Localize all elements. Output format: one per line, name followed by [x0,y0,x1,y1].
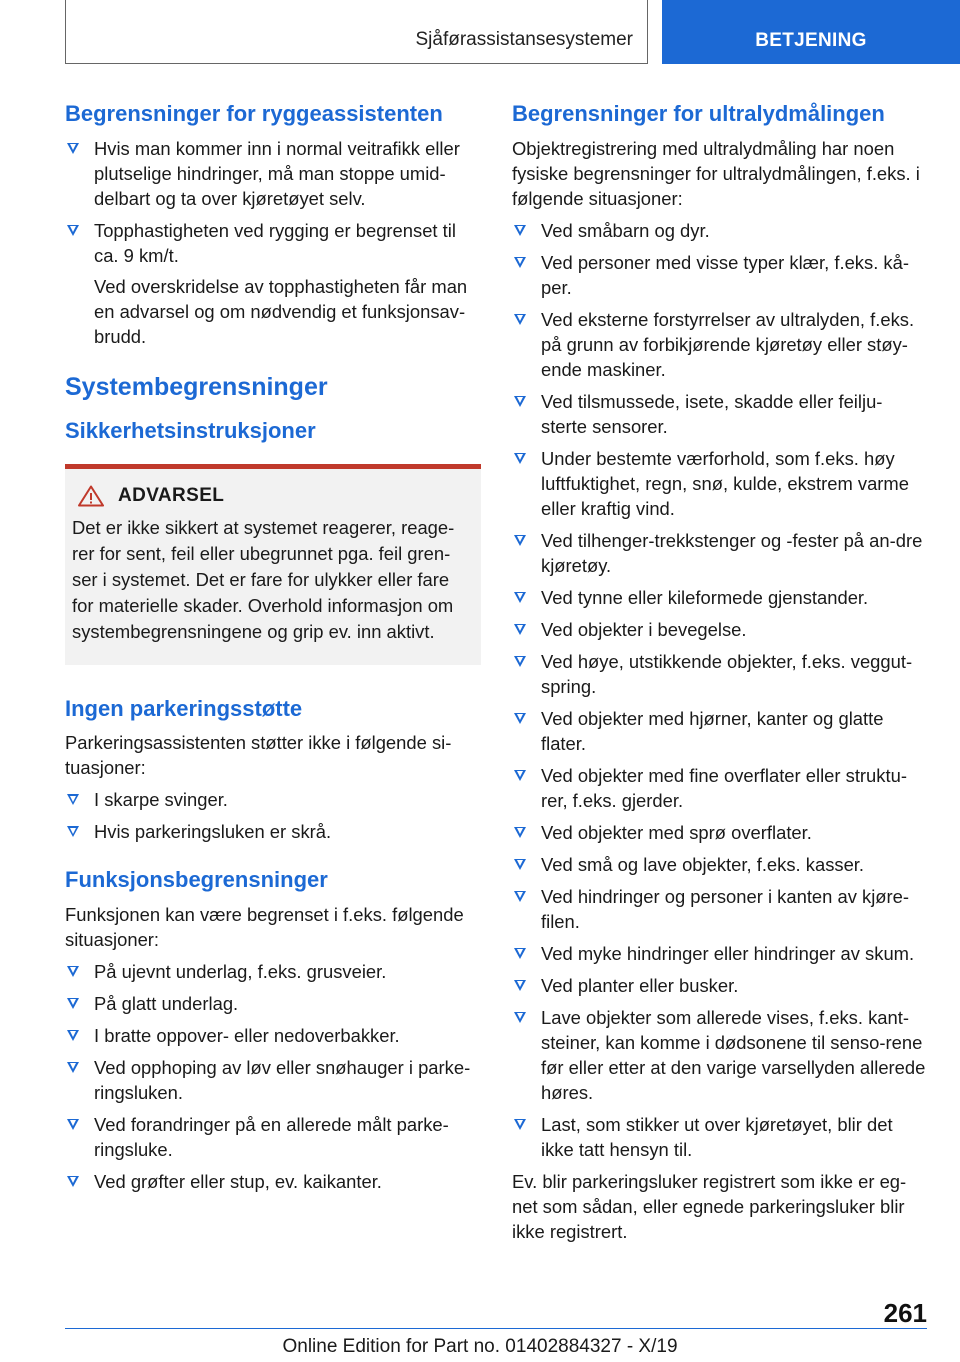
list-item: På glatt underlag. [65,991,481,1016]
heading-sikkerhetsinstruksjoner: Sikkerhetsinstruksjoner [65,418,316,443]
list-item: Ved småbarn og dyr. [512,218,928,243]
list-item: I bratte oppover- eller nedoverbakker. [65,1023,481,1048]
list-item: Ved eksterne forstyrrelser av ultralyden, f.eks. på grunn av forbikjørende kjøretøy eller støy-ende maskiner. [512,307,928,382]
heading-ultralydmaling: Begrensninger for ultralydmålingen [512,101,885,126]
bullet-triangle-icon [514,314,526,325]
list-item: Ved myke hindringer eller hindringer av skum. [512,941,928,966]
list-item: Ved planter eller busker. [512,973,928,998]
left-column [65,100,481,1201]
footer-edition: Online Edition for Part no. 01402884327 - X/19 [282,1336,678,1357]
bullet-triangle-icon [514,624,526,635]
bullet-triangle-icon [67,998,79,1009]
list-item: I skarpe svinger. [65,787,481,812]
ultra-list [512,218,928,1162]
list-item: Ved objekter med sprø overflater. [512,820,928,845]
bullet-triangle-icon [514,891,526,902]
list-item: Ved tilsmussede, isete, skadde eller feilju-sterte sensorer. [512,389,928,439]
list-item: Ved objekter i bevegelse. [512,617,928,642]
bullet-triangle-icon [514,453,526,464]
bullet-triangle-icon [514,535,526,546]
bullet-triangle-icon [67,1062,79,1073]
list-item: Ved objekter med hjørner, kanter og glatte flater. [512,706,928,756]
bullet-triangle-icon [514,713,526,724]
list-item: Ved grøfter eller stup, ev. kaikanter. [65,1169,481,1194]
bullet-triangle-icon [67,1030,79,1041]
bullet-triangle-icon [514,225,526,236]
right-column [512,100,928,1251]
list-item: Ved hindringer og personer i kanten av kjøre-filen. [512,884,928,934]
header-chapter-label: BETJENING [755,30,867,51]
bullet-triangle-icon [67,826,79,837]
footer-divider [65,1328,927,1329]
list-item: Ved personer med visse typer klær, f.eks. kå-per. [512,250,928,300]
warning-text: Det er ikke sikkert at systemet reagerer, reage-rer for sent, feil eller ubegrunnet pga. feil gren-ser i systemet. Det er fare for ulykker eller fare for materielle skader. Overhold informasjon om systembegrensningene og grip ev. inn aktivt. [72,516,455,642]
warning-label: ADVARSEL [118,484,225,506]
bullet-triangle-icon [514,1012,526,1023]
heading-funksjonsbegrensninger: Funksjonsbegrensninger [65,867,328,893]
list-item: På ujevnt underlag, f.eks. grusveier. [65,959,481,984]
bullet-triangle-icon [67,966,79,977]
page-number: 261 [883,1298,927,1328]
bullet-triangle-icon [514,257,526,268]
list-item: Ved opphoping av løv eller snøhauger i parke-ringsluken. [65,1055,481,1105]
bullet-triangle-icon [514,396,526,407]
bullet-triangle-icon [514,592,526,603]
bullet-triangle-icon [514,827,526,838]
warning-box [65,464,481,665]
list-item: Hvis parkeringsluken er skrå. [65,819,481,844]
bullet-triangle-icon [514,770,526,781]
warning-triangle-icon [78,485,104,507]
bullet-triangle-icon [67,225,79,236]
bullet-triangle-icon [67,794,79,805]
list-item: Ved forandringer på en allerede målt parke-ringsluke. [65,1112,481,1162]
list-item: Lave objekter som allerede vises, f.eks. kant-steiner, kan komme i dødsonene til senso-rene før eller etter at den varige varsellyden allerede høres. [512,1005,928,1105]
ingen-list [65,787,481,844]
list-item: Last, som stikker ut over kjøretøyet, blir det ikke tatt hensyn til. [512,1112,928,1162]
bullet-triangle-icon [514,948,526,959]
ultra-intro-text: Objektregistrering med ultralydmåling har noen fysiske begrensninger for ultralydmålingen, f.eks. i følgende situasjoner: [512,137,920,209]
list-item: Ved objekter med fine overflater eller struktu-rer, f.eks. gjerder. [512,763,928,813]
bullet-triangle-icon [514,1119,526,1130]
bullet-triangle-icon [514,980,526,991]
list-item: Ved tilhenger-trekkstenger og -fester på an-dre kjøretøy. [512,528,928,578]
warning-header [72,485,472,507]
bullet-triangle-icon [67,1176,79,1187]
funk-list [65,959,481,1194]
header-section-box [65,0,648,64]
rygge-extra-text: Ved overskridelse av topphastigheten får man en advarsel og om nødvendig et funksjonsav-brudd. [94,275,468,347]
list-item: Ved høye, utstikkende objekter, f.eks. veggut-spring. [512,649,928,699]
bullet-triangle-icon [514,859,526,870]
ingen-intro-text: Parkeringsassistenten støtter ikke i følgende si-tuasjoner: [65,732,452,779]
header-chapter-tab[interactable] [662,0,960,64]
heading-systembegrensninger: Systembegrensninger [65,372,328,401]
heading-rygge: Begrensninger for ryggeassistenten [65,101,443,126]
list-item: Ved tynne eller kileformede gjenstander. [512,585,928,610]
list-item: Under bestemte værforhold, som f.eks. høy luftfuktighet, regn, snø, kulde, ekstrem varme eller kraftig vind. [512,446,928,521]
bullet-triangle-icon [514,656,526,667]
rygge-list [65,136,481,268]
ultra-outro-text: Ev. blir parkeringsluker registrert som ikke er eg-net som sådan, eller egnede parkeringsluker blir ikke registrert. [512,1170,907,1242]
list-item: Hvis man kommer inn i normal veitrafikk eller plutselige hindringer, må man stoppe umid-delbart og ta over kjøretøyet selv. [65,136,481,211]
list-item: Ved små og lave objekter, f.eks. kasser. [512,852,928,877]
bullet-triangle-icon [67,1119,79,1130]
bullet-triangle-icon [67,143,79,154]
header-section-title: Sjåførassistansesystemer [415,29,633,50]
funk-intro-text: Funksjonen kan være begrenset i f.eks. følgende situasjoner: [65,903,464,950]
heading-ingen-parkeringsstotte: Ingen parkeringsstøtte [65,695,303,721]
list-item: Topphastigheten ved rygging er begrenset til ca. 9 km/t. [65,218,481,268]
